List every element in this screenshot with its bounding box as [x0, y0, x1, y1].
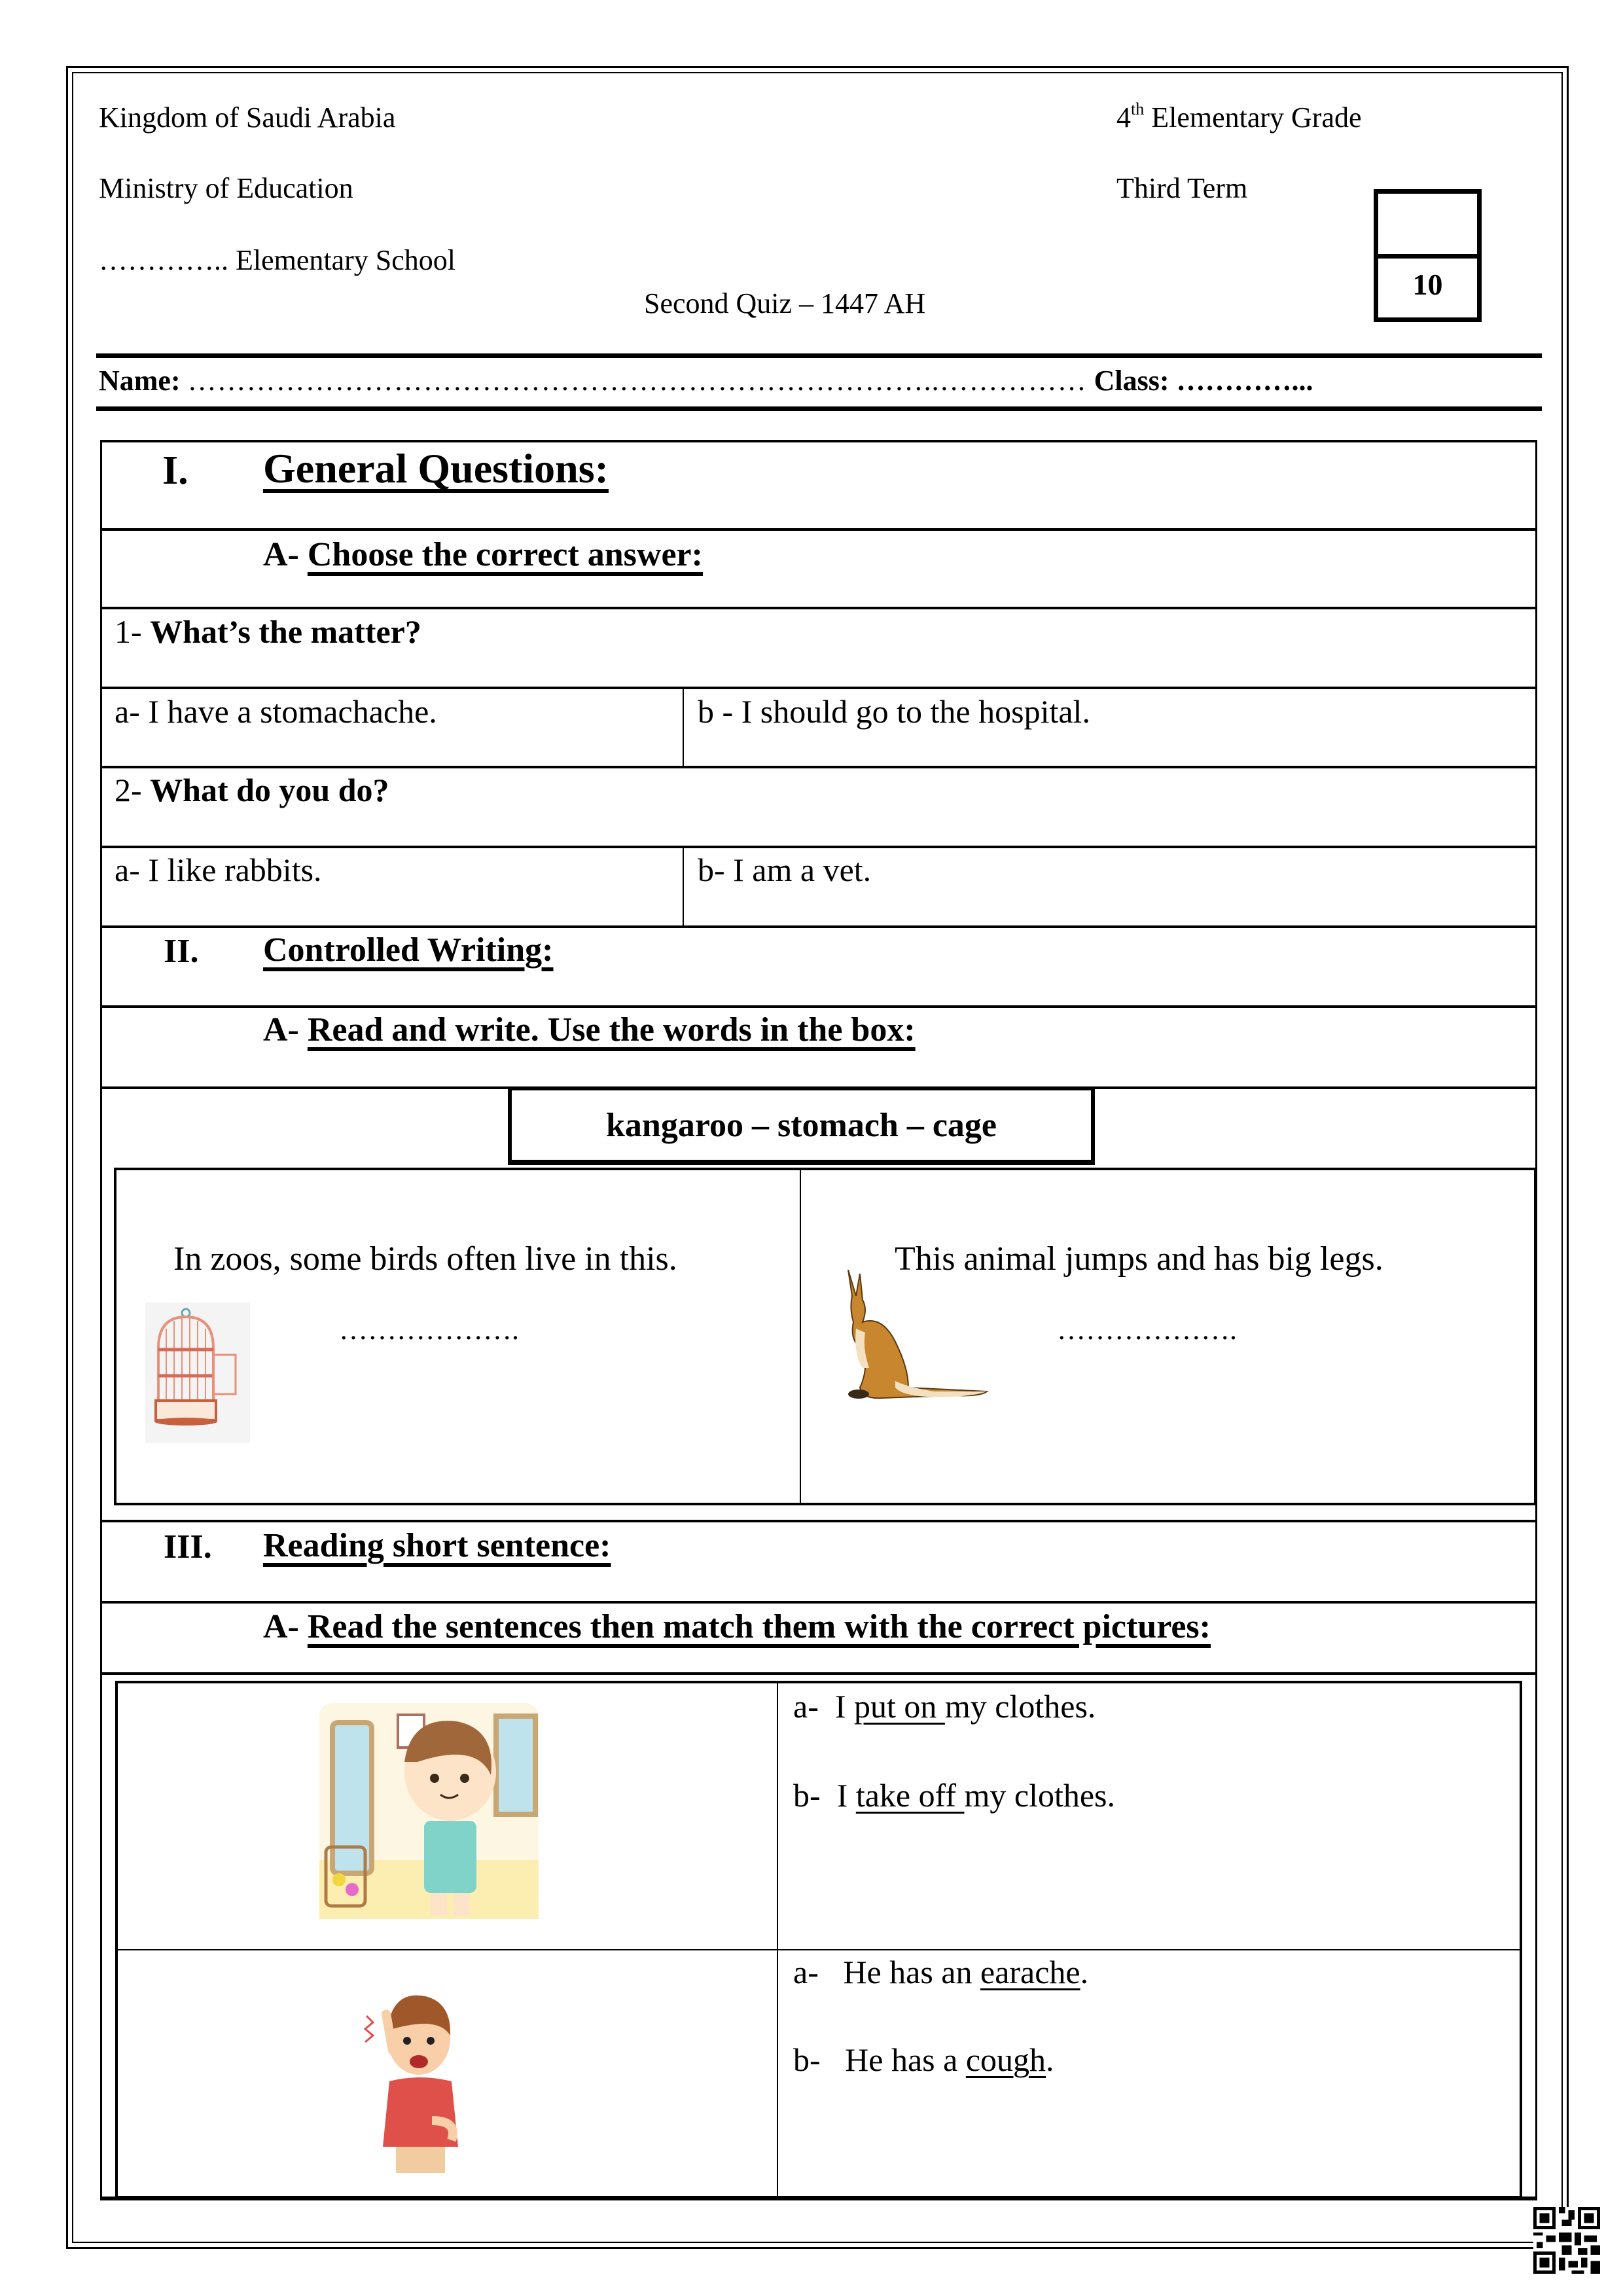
name-class-row	[99, 364, 1313, 397]
writing-items-table	[114, 1168, 1537, 1505]
class-label: Class:	[1094, 365, 1169, 397]
section3-numeral: III.	[164, 1528, 212, 1566]
score-box[interactable]	[1374, 189, 1482, 322]
section2-numeral: II.	[164, 933, 199, 970]
score-divider	[1378, 254, 1477, 259]
section3-title: Reading short sentence:	[263, 1527, 611, 1564]
kangaroo-image	[836, 1270, 993, 1401]
boy-earache-image	[353, 1990, 497, 2179]
section2-subtitle: A- Read and write. Use the words in the box:	[263, 1011, 916, 1049]
ministry-label: Ministry of Education	[99, 172, 353, 204]
answer-blank-2[interactable]: ……………….	[1057, 1314, 1237, 1346]
section3-subtitle: A- Read the sentences then match them with the correct pictures:	[263, 1608, 1211, 1645]
question-2: 2- What do you do?	[115, 772, 389, 808]
word-box: kangaroo – stomach – cage	[508, 1086, 1095, 1165]
clue-2: This animal jumps and has big legs.	[895, 1240, 1383, 1278]
answer-blank-1[interactable]: ……………….	[339, 1314, 519, 1346]
question-1: 1- What’s the matter?	[115, 613, 421, 650]
qr-code-icon[interactable]	[1533, 2207, 1600, 2274]
match-1-option-a[interactable]: a- I put on my clothes.	[793, 1688, 1096, 1725]
clue-1: In zoos, some birds often live in this.	[173, 1240, 677, 1278]
section1-subtitle: A- Choose the correct answer:	[263, 536, 703, 573]
score-total: 10	[1412, 268, 1443, 301]
section2-title: Controlled Writing:	[263, 931, 554, 969]
q2-option-a[interactable]: a- I like rabbits.	[115, 852, 322, 888]
match-1-option-b[interactable]: b- I take off my clothes.	[793, 1777, 1116, 1814]
q1-option-a[interactable]: a- I have a stomachache.	[115, 693, 437, 730]
header-rule-bottom	[96, 406, 1542, 411]
header-rule-top	[96, 353, 1542, 358]
quiz-title: Second Quiz – 1447 AH	[644, 287, 926, 319]
match-2-option-b[interactable]: b- He has a cough.	[793, 2041, 1054, 2078]
q1-option-b[interactable]: b - I should go to the hospital.	[698, 693, 1090, 730]
name-field[interactable]: …………………………………………………………………..……………	[187, 365, 1087, 397]
match-2-option-a[interactable]: a- He has an earache.	[793, 1954, 1089, 1990]
class-field[interactable]: …………...	[1176, 365, 1313, 397]
term-label: Third Term	[1116, 172, 1248, 204]
boy-dressing-image	[319, 1703, 539, 1919]
grade-label: 4th Elementary Grade	[1116, 99, 1362, 134]
name-label: Name:	[99, 365, 181, 397]
school-label: ………….. Elementary School	[99, 244, 456, 276]
birdcage-image	[145, 1302, 250, 1443]
country-label: Kingdom of Saudi Arabia	[99, 101, 396, 134]
section1-numeral: I.	[162, 448, 188, 493]
q2-option-b[interactable]: b- I am a vet.	[698, 852, 872, 888]
section1-title: General Questions:	[263, 445, 609, 492]
